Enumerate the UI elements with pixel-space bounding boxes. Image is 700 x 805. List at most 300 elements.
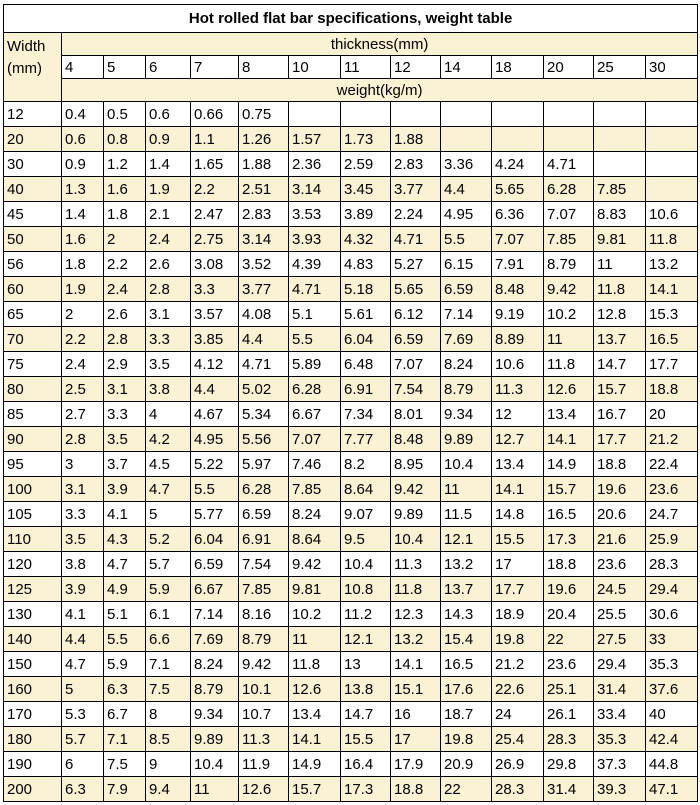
weight-cell: 15.5 (492, 527, 544, 552)
weight-cell: 13.2 (441, 552, 492, 577)
weight-cell: 2.4 (62, 352, 104, 377)
weight-cell: 4.71 (239, 352, 289, 377)
weight-cell: 14.7 (594, 352, 646, 377)
weight-cell: 1.2 (104, 152, 146, 177)
weight-cell: 10.2 (544, 302, 594, 327)
weight-cell: 6.67 (191, 577, 239, 602)
weight-cell: 15.7 (289, 777, 341, 802)
weight-cell: 19.6 (594, 477, 646, 502)
weight-cell: 2.6 (146, 252, 191, 277)
weight-cell: 9.19 (492, 302, 544, 327)
weight-cell: 7.07 (289, 427, 341, 452)
weight-cell: 39.3 (594, 777, 646, 802)
weight-cell: 31.4 (544, 777, 594, 802)
table-row (4, 277, 698, 302)
weight-cell: 0.9 (62, 152, 104, 177)
weight-cell: 3.14 (289, 177, 341, 202)
weight-cell: 5.5 (289, 327, 341, 352)
weight-cell: 4.95 (441, 202, 492, 227)
weight-cell: 8.64 (341, 477, 391, 502)
weight-cell: 18.8 (646, 377, 698, 402)
weight-cell: 12 (492, 402, 544, 427)
weight-cell: 17.3 (544, 527, 594, 552)
weight-cell: 19.8 (441, 727, 492, 752)
weight-cell: 8.24 (191, 652, 239, 677)
weight-cell: 1.9 (146, 177, 191, 202)
weight-cell: 13.4 (289, 702, 341, 727)
width-cell: 50 (4, 227, 62, 252)
weight-cell (544, 102, 594, 127)
weight-cell: 11.8 (544, 352, 594, 377)
weight-cell: 4.32 (341, 227, 391, 252)
weight-cell: 25.1 (544, 677, 594, 702)
weight-cell: 4.12 (191, 352, 239, 377)
width-cell: 100 (4, 477, 62, 502)
weight-cell: 14.9 (544, 452, 594, 477)
weight-cell: 18.8 (594, 452, 646, 477)
weight-cell: 3.53 (289, 202, 341, 227)
thickness-header: thickness(mm) (62, 33, 698, 56)
table-row (4, 452, 698, 477)
weight-cell: 7.54 (391, 377, 441, 402)
weight-cell: 5 (146, 502, 191, 527)
weight-cell: 3 (62, 452, 104, 477)
weight-cell: 1.6 (104, 177, 146, 202)
weight-cell: 3.1 (104, 377, 146, 402)
thickness-5: 5 (104, 56, 146, 79)
weight-cell: 6.59 (191, 552, 239, 577)
weight-cell: 35.3 (646, 652, 698, 677)
thickness-4: 4 (62, 56, 104, 79)
weight-cell: 6.12 (391, 302, 441, 327)
table-row (4, 152, 698, 177)
weight-cell: 2 (104, 227, 146, 252)
width-cell: 30 (4, 152, 62, 177)
weight-cell: 6.7 (104, 702, 146, 727)
weight-cell: 8.16 (239, 602, 289, 627)
weight-cell: 3.3 (62, 502, 104, 527)
weight-cell: 5.56 (239, 427, 289, 452)
weight-cell: 8.2 (341, 452, 391, 477)
weight-cell: 12.6 (289, 677, 341, 702)
weight-cell: 13.2 (646, 252, 698, 277)
weight-cell: 14.8 (492, 502, 544, 527)
weight-cell: 8.24 (289, 502, 341, 527)
weight-cell: 15.4 (441, 627, 492, 652)
weight-cell: 1.4 (146, 152, 191, 177)
weight-cell: 44.8 (646, 752, 698, 777)
weight-cell: 3.1 (146, 302, 191, 327)
weight-cell (341, 102, 391, 127)
weight-cell: 0.6 (62, 127, 104, 152)
weight-cell (441, 102, 492, 127)
width-cell: 80 (4, 377, 62, 402)
width-cell: 120 (4, 552, 62, 577)
weight-cell: 1.88 (391, 127, 441, 152)
weight-cell: 13.7 (441, 577, 492, 602)
weight-cell (492, 102, 544, 127)
table-row (4, 352, 698, 377)
weight-cell: 7.07 (492, 227, 544, 252)
table-row (4, 652, 698, 677)
weight-cell: 5.77 (191, 502, 239, 527)
weight-cell: 8.48 (391, 427, 441, 452)
weight-cell: 12.7 (492, 427, 544, 452)
weight-cell: 6.04 (191, 527, 239, 552)
width-header-unit: (mm) (7, 60, 42, 77)
weight-cell: 10.4 (341, 552, 391, 577)
weight-cell: 1.57 (289, 127, 341, 152)
weight-cell: 4.4 (239, 327, 289, 352)
width-cell: 160 (4, 677, 62, 702)
weight-cell: 3.57 (191, 302, 239, 327)
weight-cell: 26.1 (544, 702, 594, 727)
weight-cell: 11.8 (289, 652, 341, 677)
weight-cell: 0.8 (104, 127, 146, 152)
weight-cell: 7.9 (104, 777, 146, 802)
weight-cell: 8.79 (441, 377, 492, 402)
weight-cell: 3.3 (191, 277, 239, 302)
weight-cell: 7.07 (391, 352, 441, 377)
weight-cell: 14.1 (289, 727, 341, 752)
weight-cell: 7.69 (441, 327, 492, 352)
weight-cell: 1.1 (191, 127, 239, 152)
weight-cell: 2.75 (191, 227, 239, 252)
weight-cell: 11.3 (391, 552, 441, 577)
weight-cell (646, 102, 698, 127)
weight-cell: 3.7 (104, 452, 146, 477)
weight-cell: 5.22 (191, 452, 239, 477)
thickness-11: 11 (341, 56, 391, 79)
weight-cell: 3.52 (239, 252, 289, 277)
table-row (4, 752, 698, 777)
weight-cell: 5.02 (239, 377, 289, 402)
weight-cell: 2.6 (104, 302, 146, 327)
weight-cell: 18.8 (391, 777, 441, 802)
weight-cell: 1.8 (104, 202, 146, 227)
weight-cell: 11 (191, 777, 239, 802)
weight-cell: 5.2 (146, 527, 191, 552)
width-cell: 40 (4, 177, 62, 202)
thickness-8: 8 (239, 56, 289, 79)
weight-cell: 11.8 (646, 227, 698, 252)
weight-cell: 5.1 (289, 302, 341, 327)
weight-cell: 9.34 (441, 402, 492, 427)
weight-cell: 2.8 (62, 427, 104, 452)
weight-cell (594, 102, 646, 127)
weight-cell: 10.6 (492, 352, 544, 377)
width-cell: 95 (4, 452, 62, 477)
weight-cell: 11.5 (441, 502, 492, 527)
weight-cell: 4.71 (289, 277, 341, 302)
weight-cell: 14.3 (441, 602, 492, 627)
thickness-6: 6 (146, 56, 191, 79)
weight-cell: 10.1 (239, 677, 289, 702)
weight-cell: 8.79 (544, 252, 594, 277)
weight-cell: 6.67 (289, 402, 341, 427)
weight-cell: 4.7 (62, 652, 104, 677)
weight-cell: 1.73 (341, 127, 391, 152)
weight-cell: 9.34 (191, 702, 239, 727)
weight-cell: 15.7 (594, 377, 646, 402)
weight-cell: 11 (289, 627, 341, 652)
weight-cell: 6.3 (104, 677, 146, 702)
weight-cell: 6.59 (239, 502, 289, 527)
weight-cell: 3.36 (441, 152, 492, 177)
weight-cell: 40 (646, 702, 698, 727)
weight-cell: 16.7 (594, 402, 646, 427)
weight-cell: 4.4 (441, 177, 492, 202)
weight-cell: 8.64 (289, 527, 341, 552)
weight-cell: 2.2 (104, 252, 146, 277)
weight-cell: 2.8 (146, 277, 191, 302)
weight-cell: 10.7 (239, 702, 289, 727)
table-row (4, 552, 698, 577)
weight-cell: 33.4 (594, 702, 646, 727)
weight-cell: 4.2 (146, 427, 191, 452)
weight-cell: 11 (441, 477, 492, 502)
weight-cell: 10.2 (289, 602, 341, 627)
weight-cell: 20 (646, 402, 698, 427)
weight-cell: 6.04 (341, 327, 391, 352)
weight-cell: 0.75 (239, 102, 289, 127)
weight-cell: 7.46 (289, 452, 341, 477)
weight-cell: 5.5 (441, 227, 492, 252)
weight-cell: 23.6 (646, 477, 698, 502)
weight-cell: 21.2 (492, 652, 544, 677)
weight-cell: 16 (391, 702, 441, 727)
weight-cell: 7.91 (492, 252, 544, 277)
weight-cell: 37.3 (594, 752, 646, 777)
weight-cell: 10.6 (646, 202, 698, 227)
weight-cell: 2.2 (62, 327, 104, 352)
weight-cell: 22 (544, 627, 594, 652)
weight-cell: 0.4 (62, 102, 104, 127)
thickness-14: 14 (441, 56, 492, 79)
weight-cell: 2.4 (104, 277, 146, 302)
table-row (4, 227, 698, 252)
weight-cell: 5.27 (391, 252, 441, 277)
table-row (4, 577, 698, 602)
width-cell: 125 (4, 577, 62, 602)
width-cell: 90 (4, 427, 62, 452)
table-row (4, 327, 698, 352)
weight-cell: 8.79 (239, 627, 289, 652)
weight-cell: 6.28 (289, 377, 341, 402)
weight-cell: 8.24 (441, 352, 492, 377)
weight-cell: 12.6 (239, 777, 289, 802)
table-title: Hot rolled flat bar specifications, weight table (4, 5, 698, 33)
weight-cell: 3.85 (191, 327, 239, 352)
weight-cell: 7.85 (594, 177, 646, 202)
weight-cell: 18.8 (544, 552, 594, 577)
weight-cell: 9.89 (391, 502, 441, 527)
weight-cell: 1.65 (191, 152, 239, 177)
weight-cell: 26.9 (492, 752, 544, 777)
weight-cell: 17 (391, 727, 441, 752)
weight-cell: 6.91 (341, 377, 391, 402)
width-cell: 70 (4, 327, 62, 352)
weight-cell: 1.3 (62, 177, 104, 202)
weight-cell: 10.4 (191, 752, 239, 777)
weight-cell: 31.4 (594, 677, 646, 702)
weight-cell: 28.3 (646, 552, 698, 577)
weight-cell: 16.4 (341, 752, 391, 777)
width-cell: 150 (4, 652, 62, 677)
weight-cell: 24.5 (594, 577, 646, 602)
weight-cell: 5.89 (289, 352, 341, 377)
weight-cell: 4.71 (544, 152, 594, 177)
thickness-18: 18 (492, 56, 544, 79)
weight-cell: 1.26 (239, 127, 289, 152)
weight-cell: 6.59 (391, 327, 441, 352)
weight-cell: 3.5 (62, 527, 104, 552)
weight-cell: 29.4 (594, 652, 646, 677)
weight-cell: 7.85 (289, 477, 341, 502)
width-cell: 60 (4, 277, 62, 302)
thickness-10: 10 (289, 56, 341, 79)
weight-cell: 6.3 (62, 777, 104, 802)
weight-cell: 9.42 (239, 652, 289, 677)
weight-cell: 5.34 (239, 402, 289, 427)
table-row (4, 702, 698, 727)
weight-cell: 16.5 (544, 502, 594, 527)
weight-cell: 27.5 (594, 627, 646, 652)
weight-cell: 29.8 (544, 752, 594, 777)
weight-cell: 3.1 (62, 477, 104, 502)
weight-cell: 13.2 (391, 627, 441, 652)
weight-cell: 2.5 (62, 377, 104, 402)
weight-cell: 8.83 (594, 202, 646, 227)
width-cell: 85 (4, 402, 62, 427)
weight-cell (594, 127, 646, 152)
table-row (4, 427, 698, 452)
weight-cell: 9.5 (341, 527, 391, 552)
weight-cell: 11.3 (239, 727, 289, 752)
weight-cell: 6.28 (239, 477, 289, 502)
width-cell: 190 (4, 752, 62, 777)
weight-cell: 17.7 (594, 427, 646, 452)
thickness-7: 7 (191, 56, 239, 79)
table-row (4, 302, 698, 327)
width-cell: 200 (4, 777, 62, 802)
weight-cell: 24.7 (646, 502, 698, 527)
weight-cell: 4.1 (62, 602, 104, 627)
weight-cell: 14.1 (391, 652, 441, 677)
weight-cell: 11.2 (341, 602, 391, 627)
weight-cell: 8 (146, 702, 191, 727)
weight-cell: 5.1 (104, 602, 146, 627)
weight-cell: 5 (62, 677, 104, 702)
weight-cell: 9.42 (544, 277, 594, 302)
weight-cell: 17.9 (391, 752, 441, 777)
weight-cell: 21.2 (646, 427, 698, 452)
weight-cell: 23.6 (544, 652, 594, 677)
weight-cell: 17 (492, 552, 544, 577)
weight-cell: 0.5 (104, 102, 146, 127)
weight-cell: 4.08 (239, 302, 289, 327)
weight-cell: 1.6 (62, 227, 104, 252)
weight-cell: 3.14 (239, 227, 289, 252)
weight-cell: 9.81 (594, 227, 646, 252)
weight-cell: 11.3 (492, 377, 544, 402)
weight-cell: 11.8 (594, 277, 646, 302)
weight-cell: 3.5 (146, 352, 191, 377)
weight-cell: 7.69 (191, 627, 239, 652)
table-row (4, 627, 698, 652)
weight-cell: 4.39 (289, 252, 341, 277)
weight-cell: 2.83 (239, 202, 289, 227)
weight-cell: 9.42 (289, 552, 341, 577)
weight-cell (646, 127, 698, 152)
weight-cell: 11 (544, 327, 594, 352)
weight-cell: 3.3 (146, 327, 191, 352)
weight-cell: 19.6 (544, 577, 594, 602)
weight-cell: 10.4 (391, 527, 441, 552)
weight-cell: 4.5 (146, 452, 191, 477)
weight-cell: 2.8 (104, 327, 146, 352)
weight-cell (289, 102, 341, 127)
weight-cell (646, 177, 698, 202)
weight-cell: 4.3 (104, 527, 146, 552)
weight-cell: 42.4 (646, 727, 698, 752)
weight-cell: 11 (594, 252, 646, 277)
width-cell: 20 (4, 127, 62, 152)
weight-cell: 20.4 (544, 602, 594, 627)
weight-cell: 7.34 (341, 402, 391, 427)
weight-cell: 18.9 (492, 602, 544, 627)
width-cell: 130 (4, 602, 62, 627)
weight-cell: 2.2 (191, 177, 239, 202)
weight-cell: 13 (341, 652, 391, 677)
weight-cell (594, 152, 646, 177)
weight-cell: 22.6 (492, 677, 544, 702)
table-row (4, 252, 698, 277)
weight-cell: 2 (62, 302, 104, 327)
weight-cell: 4.67 (191, 402, 239, 427)
weight-cell: 0.66 (191, 102, 239, 127)
weight-cell: 30.6 (646, 602, 698, 627)
weight-cell: 4.83 (341, 252, 391, 277)
weight-cell: 15.7 (544, 477, 594, 502)
weight-cell: 11.9 (239, 752, 289, 777)
width-cell: 180 (4, 727, 62, 752)
weight-cell: 7.54 (239, 552, 289, 577)
weight-cell: 14.9 (289, 752, 341, 777)
weight-cell: 13.4 (492, 452, 544, 477)
weight-cell: 17.7 (646, 352, 698, 377)
flat-bar-weight-table (3, 4, 698, 802)
weight-cell: 8.79 (191, 677, 239, 702)
weight-cell: 28.3 (492, 777, 544, 802)
table-row (4, 402, 698, 427)
weight-cell: 2.36 (289, 152, 341, 177)
table-row (4, 777, 698, 802)
weight-cell: 5.65 (391, 277, 441, 302)
weight-cell: 2.9 (104, 352, 146, 377)
table-row (4, 202, 698, 227)
weight-cell: 3.93 (289, 227, 341, 252)
weight-cell: 14.1 (544, 427, 594, 452)
weight-cell: 7.77 (341, 427, 391, 452)
weight-cell: 2.4 (146, 227, 191, 252)
weight-cell: 6.1 (146, 602, 191, 627)
weight-cell: 20.6 (594, 502, 646, 527)
weight-cell: 7.14 (441, 302, 492, 327)
weight-cell: 20.9 (441, 752, 492, 777)
weight-cell: 4.4 (62, 627, 104, 652)
width-cell: 56 (4, 252, 62, 277)
